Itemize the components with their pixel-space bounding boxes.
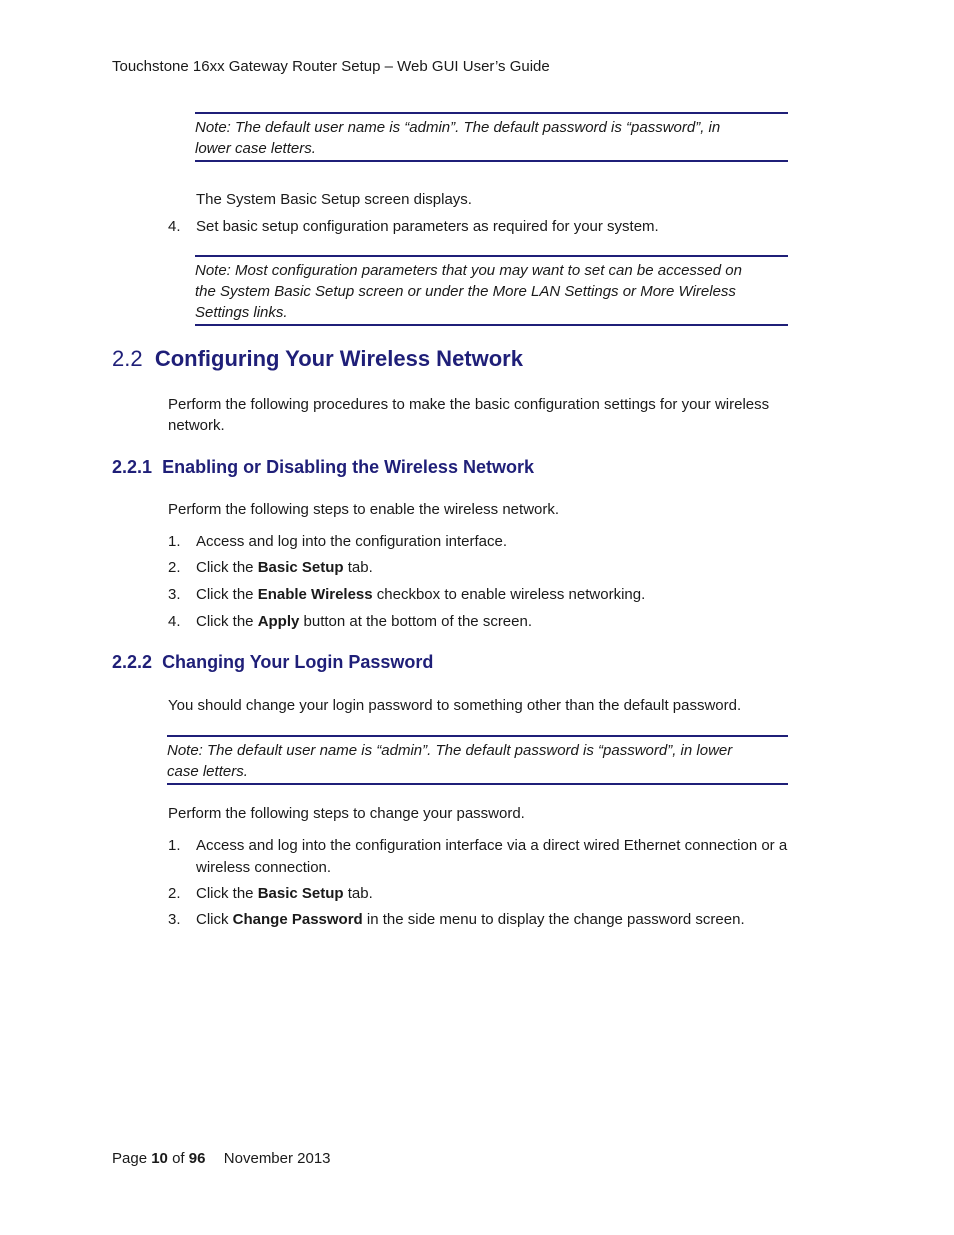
list-item: [168, 909, 745, 930]
ui-term: Apply: [257, 613, 300, 630]
section-heading-2-2: [112, 346, 523, 372]
list-text: tab.: [343, 885, 373, 902]
section-intro: [168, 394, 769, 436]
list-text: Click the: [196, 559, 258, 576]
list-number: 3.: [168, 911, 181, 928]
ui-term: Change Password: [232, 911, 363, 928]
ui-term: Enable Wireless: [257, 586, 373, 603]
note-default-credentials-2: [167, 735, 788, 785]
ui-term: Basic Setup: [257, 885, 344, 902]
list-number: 2.: [168, 559, 181, 576]
list-item: [168, 216, 659, 237]
list-text: button at the bottom of the screen.: [299, 613, 533, 630]
list-number: 2.: [168, 885, 181, 902]
intro-line: network.: [168, 417, 225, 434]
subsection-intro: Perform the following steps to enable the wireless network.: [168, 501, 560, 518]
footer-total-pages: 96: [188, 1150, 206, 1167]
footer-date: November 2013: [223, 1150, 331, 1167]
list-text: Click the: [196, 586, 258, 603]
section-title: Configuring Your Wireless Network: [154, 346, 523, 371]
list-text: checkbox to enable wireless networking.: [372, 586, 646, 603]
list-number: 3.: [168, 586, 181, 603]
list-text: in the side menu to display the change password screen.: [362, 911, 745, 928]
note-line: case letters.: [167, 763, 248, 780]
list-number: 4.: [168, 218, 181, 235]
subsection-number: 2.2.2: [112, 652, 153, 672]
list-text-continued: wireless connection.: [196, 859, 332, 876]
note-line: lower case letters.: [195, 140, 316, 157]
note-line: the System Basic Setup screen or under the More LAN Settings or More Wireless: [195, 283, 736, 300]
body-text: The System Basic Setup screen displays.: [196, 191, 472, 208]
subsection-title: Enabling or Disabling the Wireless Network: [162, 457, 534, 477]
list-number: 1.: [168, 837, 181, 854]
subsection-number: 2.2.1: [112, 457, 153, 477]
list-text: Access and log into the configuration interface.: [196, 533, 508, 550]
list-text: Click the: [196, 613, 258, 630]
note-config-params: [195, 255, 788, 326]
intro-line: Perform the following procedures to make the basic configuration settings for your wireless: [168, 396, 770, 413]
page-footer: [112, 1148, 331, 1169]
list-item: [168, 611, 532, 632]
list-item: [168, 883, 373, 904]
list-item: [168, 531, 507, 552]
note-default-credentials: [195, 112, 788, 162]
note-line: Note: Most configuration parameters that you may want to set can be accessed on: [195, 262, 742, 279]
list-number: 1.: [168, 533, 181, 550]
subsection-title: Changing Your Login Password: [162, 652, 434, 672]
list-item: [168, 557, 373, 578]
list-item: [168, 835, 787, 878]
list-text: Click: [196, 911, 233, 928]
section-number: 2.2: [112, 346, 143, 371]
list-text: Set basic setup configuration parameters as required for your system.: [196, 218, 659, 235]
list-text: Access and log into the configuration interface via a direct wired Ethernet connection or a: [196, 837, 788, 854]
list-item: [168, 584, 645, 605]
list-number: 4.: [168, 613, 181, 630]
footer-page-word: Page: [112, 1150, 148, 1167]
note-line: Note: The default user name is “admin”. The default password is “password”, in: [195, 119, 721, 136]
note-line: Settings links.: [195, 304, 288, 321]
list-text: tab.: [343, 559, 373, 576]
note-line: Note: The default user name is “admin”. The default password is “password”, in lower: [167, 742, 733, 759]
footer-of-word: of: [172, 1150, 185, 1167]
running-header: Touchstone 16xx Gateway Router Setup – Web GUI User’s Guide: [112, 58, 550, 75]
subsection-intro: You should change your login password to something other than the default password.: [168, 697, 742, 714]
ui-term: Basic Setup: [257, 559, 344, 576]
subsection-heading-2-2-2: [112, 652, 433, 673]
footer-page-number: 10: [151, 1150, 168, 1167]
list-text: Click the: [196, 885, 258, 902]
steps-intro: Perform the following steps to change your password.: [168, 805, 525, 822]
subsection-heading-2-2-1: [112, 457, 534, 478]
